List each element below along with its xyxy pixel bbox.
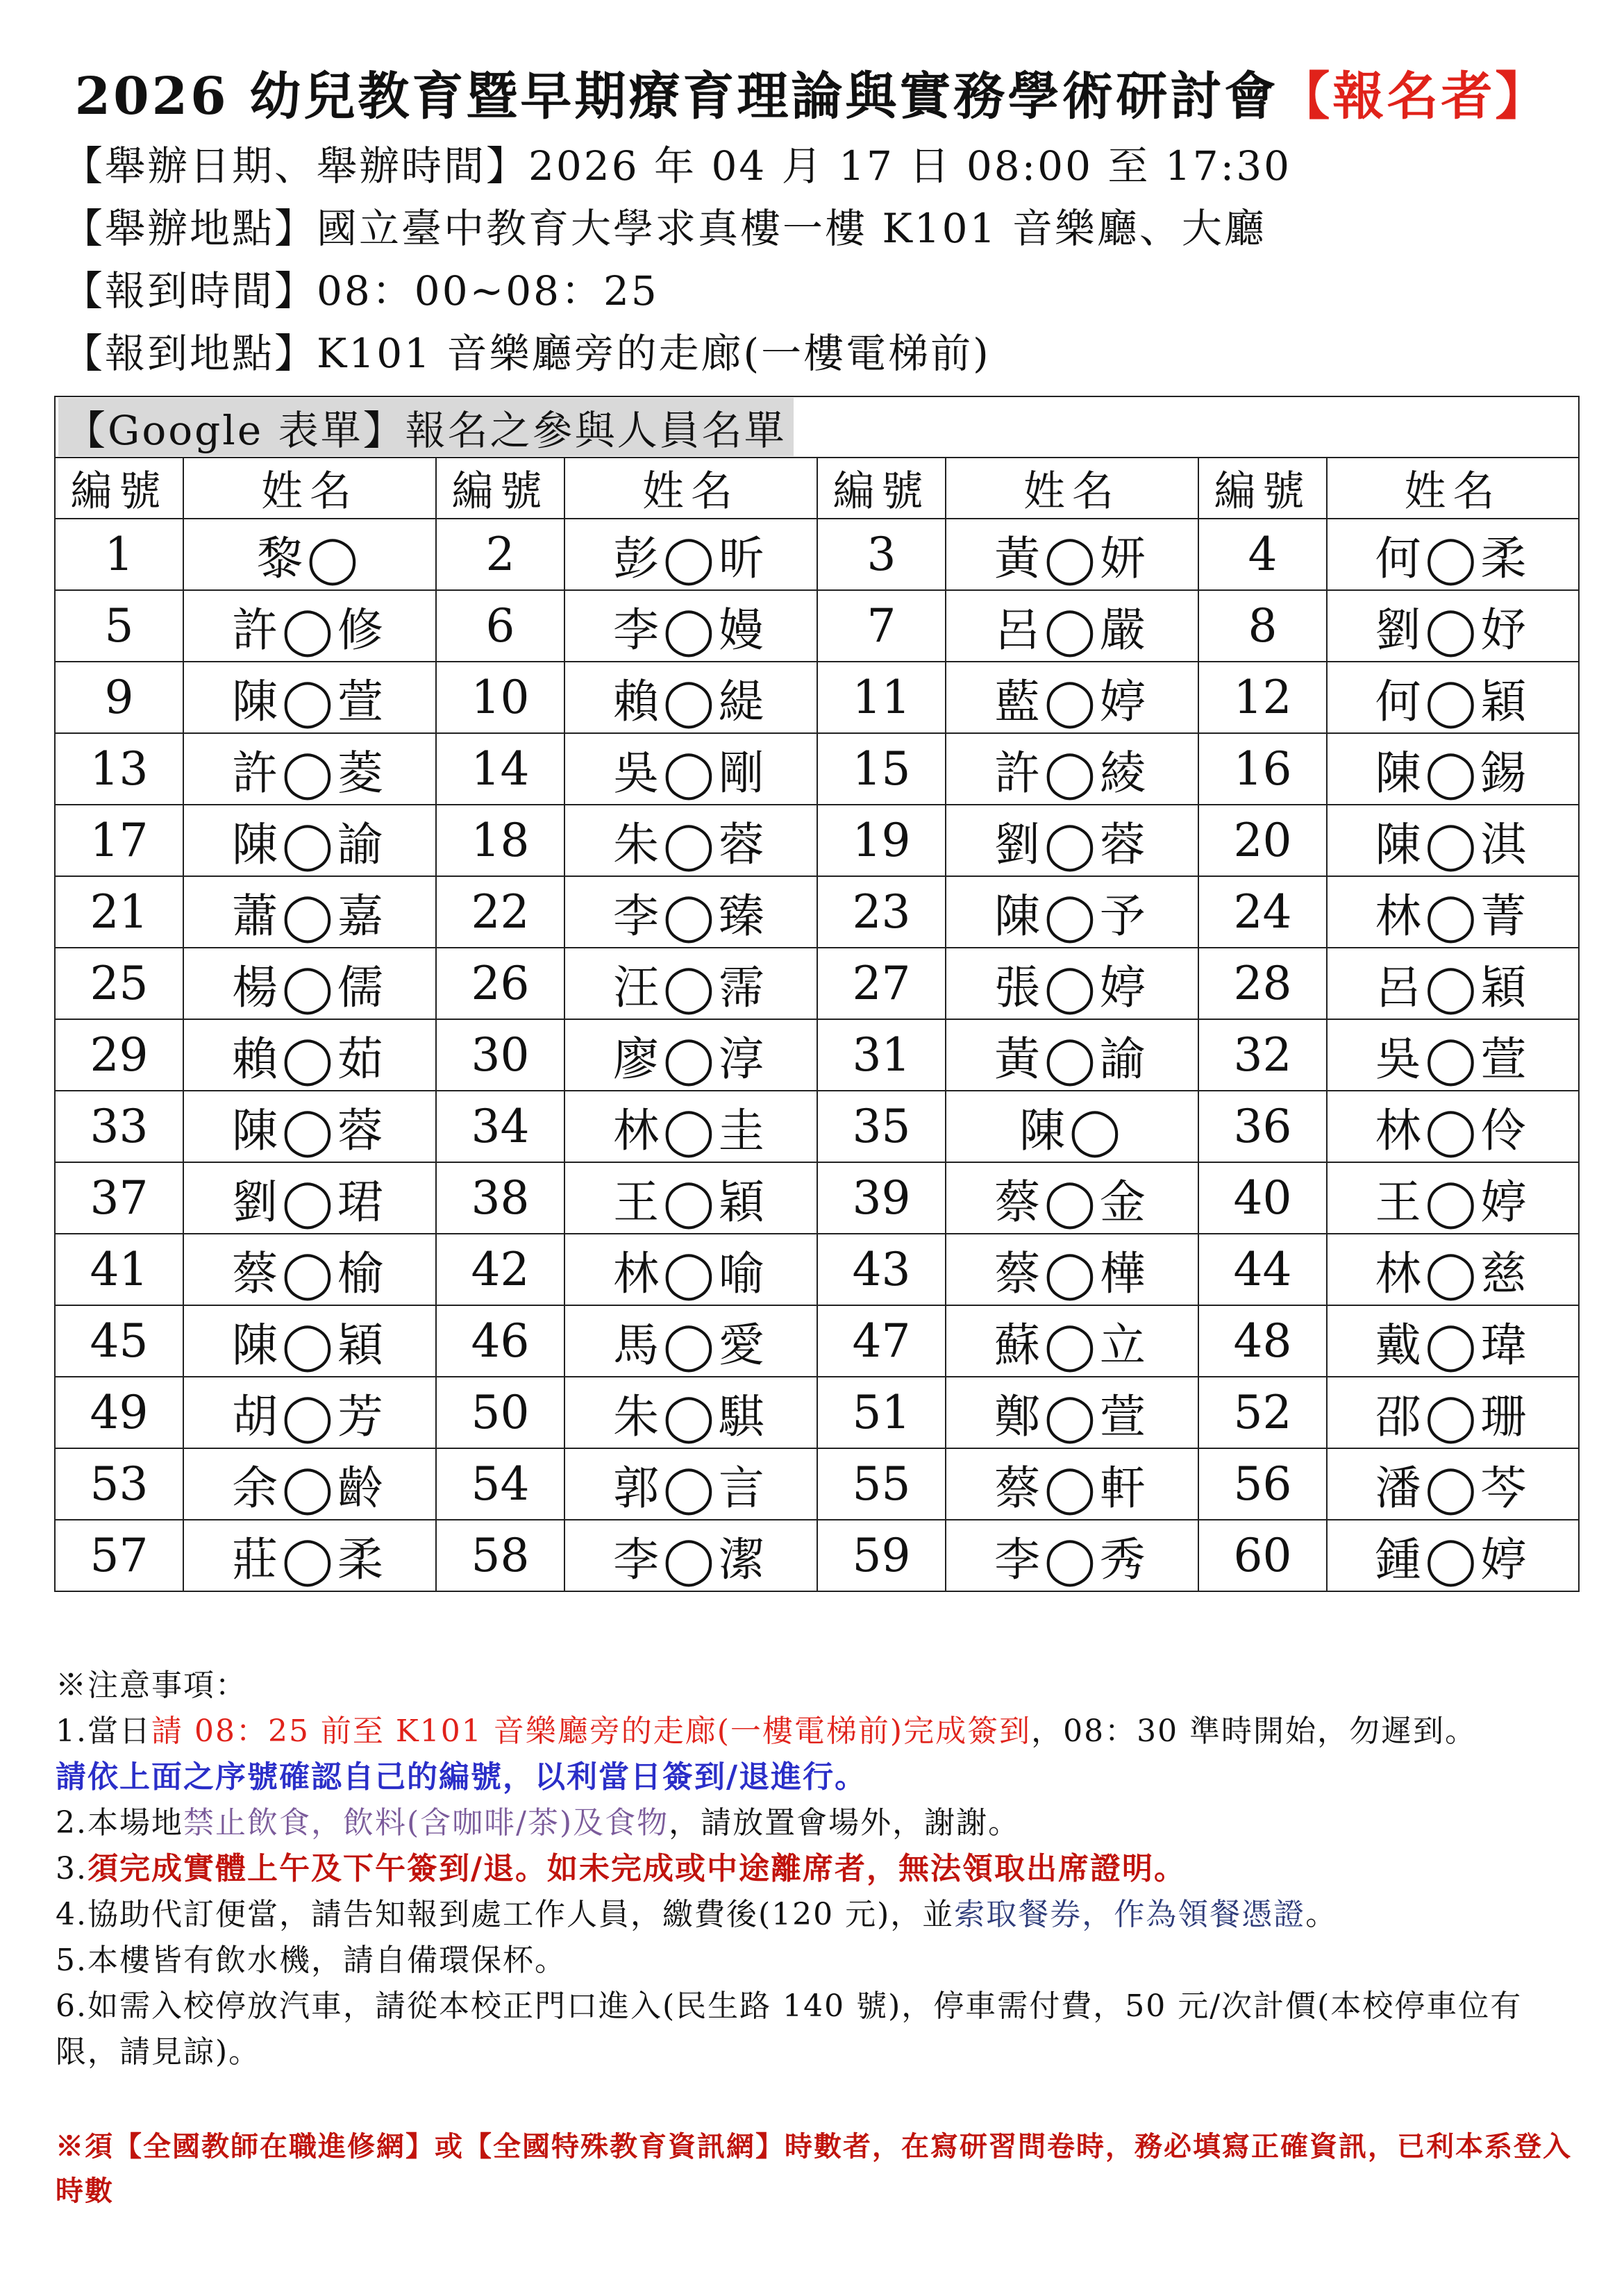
note-4-prefix: 4.協助代訂便當，請告知報到處工作人員，繳費後(120 元)，並 <box>56 1897 955 1932</box>
participant-number: 41 <box>55 1234 183 1305</box>
note-4-highlight: 索取餐券，作為領餐憑證 <box>954 1897 1306 1932</box>
participant-number: 20 <box>1198 805 1327 876</box>
participant-name: 李◯臻 <box>564 876 817 948</box>
participant-name: 郭◯言 <box>564 1448 817 1520</box>
info-date-time: 【舉辦日期、舉辦時間】2026 年 04 月 17 日 08:00 至 17:30 <box>62 142 1291 190</box>
note-1-highlight: 請 08：25 前至 K101 音樂廳旁的走廊(一樓電梯前)完成簽到 <box>151 1713 1032 1749</box>
participant-number: 40 <box>1198 1162 1327 1234</box>
participant-number: 49 <box>55 1377 183 1448</box>
participant-number: 21 <box>55 876 183 948</box>
participant-name: 邵◯珊 <box>1327 1377 1579 1448</box>
note-4-suffix: 。 <box>1305 1897 1338 1932</box>
participant-name: 蘇◯立 <box>946 1305 1198 1377</box>
participant-number: 39 <box>817 1162 946 1234</box>
participant-name: 黎◯ <box>183 519 436 590</box>
note-2-prefix: 2.本場地 <box>56 1805 183 1841</box>
participant-name: 李◯秀 <box>946 1520 1198 1591</box>
participant-name: 林◯慈 <box>1327 1234 1579 1305</box>
participant-name: 劉◯妤 <box>1327 590 1579 662</box>
table-caption-row <box>55 396 1579 458</box>
header-number: 編號 <box>817 458 946 519</box>
participant-name: 王◯穎 <box>564 1162 817 1234</box>
title-text: 2026 幼兒教育暨早期療育理論與實務學術研討會 <box>74 67 1279 126</box>
participant-name: 廖◯淳 <box>564 1019 817 1091</box>
header-name: 姓名 <box>183 458 436 519</box>
participant-number: 32 <box>1198 1019 1327 1091</box>
participant-number: 36 <box>1198 1091 1327 1162</box>
participant-number: 54 <box>436 1448 564 1520</box>
participant-name: 許◯修 <box>183 590 436 662</box>
participant-name: 莊◯柔 <box>183 1520 436 1591</box>
participant-number: 58 <box>436 1520 564 1591</box>
participant-number: 15 <box>817 733 946 805</box>
header-number: 編號 <box>55 458 183 519</box>
table-row <box>55 590 1579 662</box>
participant-number: 6 <box>436 590 564 662</box>
participant-name: 林◯菁 <box>1327 876 1579 948</box>
note-1-number-reminder: 請依上面之序號確認自己的編號，以利當日簽到/退進行。 <box>56 1759 867 1795</box>
participant-number: 9 <box>55 662 183 733</box>
participant-name: 汪◯霈 <box>564 948 817 1019</box>
participant-name: 潘◯芩 <box>1327 1448 1579 1520</box>
participant-name: 賴◯緹 <box>564 662 817 733</box>
table-row <box>55 1520 1579 1591</box>
table-row <box>55 1019 1579 1091</box>
participant-name: 劉◯蓉 <box>946 805 1198 876</box>
info-checkin-time: 【報到時間】08：00~08：25 <box>62 267 659 315</box>
participant-number: 44 <box>1198 1234 1327 1305</box>
participant-number: 23 <box>817 876 946 948</box>
participant-number: 17 <box>55 805 183 876</box>
participant-name: 何◯穎 <box>1327 662 1579 733</box>
note-1-suffix: ，08：30 準時開始，勿遲到。 <box>1031 1713 1477 1749</box>
note-2-highlight: 禁止飲食，飲料(含咖啡/茶)及食物 <box>183 1805 669 1841</box>
participant-name: 許◯菱 <box>183 733 436 805</box>
note-2 <box>56 1800 1576 1846</box>
participant-number: 57 <box>55 1520 183 1591</box>
participant-number: 45 <box>55 1305 183 1377</box>
participant-name: 張◯婷 <box>946 948 1198 1019</box>
participant-number: 28 <box>1198 948 1327 1019</box>
note-3 <box>56 1846 1576 1892</box>
table-row <box>55 876 1579 948</box>
participant-number: 10 <box>436 662 564 733</box>
participant-number: 11 <box>817 662 946 733</box>
participant-name: 蔡◯樺 <box>946 1234 1198 1305</box>
participant-number: 34 <box>436 1091 564 1162</box>
note-1 <box>56 1709 1576 1754</box>
participant-number: 35 <box>817 1091 946 1162</box>
table-row <box>55 662 1579 733</box>
note-5: 5.本樓皆有飲水機，請自備環保杯。 <box>56 1943 567 1978</box>
participant-name: 朱◯蓉 <box>564 805 817 876</box>
participant-name: 黃◯諭 <box>946 1019 1198 1091</box>
participant-name: 朱◯騏 <box>564 1377 817 1448</box>
participant-name: 林◯圭 <box>564 1091 817 1162</box>
info-checkin-location: 【報到地點】K101 音樂廳旁的走廊(一樓電梯前) <box>62 330 991 377</box>
info-venue: 【舉辦地點】國立臺中教育大學求真樓一樓 K101 音樂廳、大廳 <box>62 205 1266 252</box>
table-row <box>55 948 1579 1019</box>
participant-number: 2 <box>436 519 564 590</box>
participant-name: 彭◯昕 <box>564 519 817 590</box>
participant-number: 33 <box>55 1091 183 1162</box>
table-row <box>55 519 1579 590</box>
participant-number: 53 <box>55 1448 183 1520</box>
participant-name: 鄭◯萱 <box>946 1377 1198 1448</box>
header-number: 編號 <box>1198 458 1327 519</box>
footer-notice: ※須【全國教師在職進修網】或【全國特殊教育資訊網】時數者，在寫研習問卷時，務必填寫正確資訊，已利本系登入時數 <box>56 2130 1572 2207</box>
participant-name: 陳◯蓉 <box>183 1091 436 1162</box>
participant-name: 李◯潔 <box>564 1520 817 1591</box>
note-6: 6.如需入校停放汽車，請從本校正門口進入(民生路 140 號)，停車需付費，50 元/次計價(本校停車位有限，請見諒)。 <box>56 1988 1523 2070</box>
participant-name: 陳◯錫 <box>1327 733 1579 805</box>
participant-name: 戴◯瑋 <box>1327 1305 1579 1377</box>
participant-number: 8 <box>1198 590 1327 662</box>
table-row <box>55 1091 1579 1162</box>
participant-name: 黃◯妍 <box>946 519 1198 590</box>
participant-number: 25 <box>55 948 183 1019</box>
participant-number: 30 <box>436 1019 564 1091</box>
participant-number: 48 <box>1198 1305 1327 1377</box>
participant-number: 51 <box>817 1377 946 1448</box>
participant-number: 38 <box>436 1162 564 1234</box>
participant-number: 27 <box>817 948 946 1019</box>
header-name: 姓名 <box>946 458 1198 519</box>
participant-name: 呂◯穎 <box>1327 948 1579 1019</box>
table-row <box>55 1448 1579 1520</box>
table-row <box>55 1305 1579 1377</box>
notes-section <box>56 1663 1576 2075</box>
header-name: 姓名 <box>564 458 817 519</box>
participant-number: 18 <box>436 805 564 876</box>
participant-name: 蔡◯榆 <box>183 1234 436 1305</box>
note-2-suffix: ，請放置會場外，謝謝。 <box>669 1805 1021 1841</box>
participant-name: 陳◯萱 <box>183 662 436 733</box>
participant-number: 31 <box>817 1019 946 1091</box>
participant-number: 42 <box>436 1234 564 1305</box>
participant-name: 蔡◯金 <box>946 1162 1198 1234</box>
participant-number: 1 <box>55 519 183 590</box>
table-row <box>55 1234 1579 1305</box>
participant-name: 呂◯嚴 <box>946 590 1198 662</box>
participant-number: 60 <box>1198 1520 1327 1591</box>
participant-number: 3 <box>817 519 946 590</box>
participant-number: 16 <box>1198 733 1327 805</box>
table-row <box>55 733 1579 805</box>
participant-number: 19 <box>817 805 946 876</box>
participant-name: 蔡◯軒 <box>946 1448 1198 1520</box>
table-caption-cell <box>55 396 1579 458</box>
participant-name: 陳◯淇 <box>1327 805 1579 876</box>
participant-number: 56 <box>1198 1448 1327 1520</box>
table-row <box>55 1162 1579 1234</box>
participant-number: 55 <box>817 1448 946 1520</box>
note-3-highlight: 須完成實體上午及下午簽到/退。如未完成或中途離席者，無法領取出席證明。 <box>87 1851 1187 1886</box>
participant-name: 賴◯茹 <box>183 1019 436 1091</box>
table-row <box>55 1377 1579 1448</box>
participant-number: 22 <box>436 876 564 948</box>
participant-name: 陳◯ <box>946 1091 1198 1162</box>
participant-number: 24 <box>1198 876 1327 948</box>
participant-number: 4 <box>1198 519 1327 590</box>
participant-number: 26 <box>436 948 564 1019</box>
participant-name: 吳◯剛 <box>564 733 817 805</box>
participant-name: 蕭◯嘉 <box>183 876 436 948</box>
participant-number: 46 <box>436 1305 564 1377</box>
participant-name: 許◯綾 <box>946 733 1198 805</box>
participant-name: 陳◯予 <box>946 876 1198 948</box>
participant-name: 李◯嫚 <box>564 590 817 662</box>
participant-number: 37 <box>55 1162 183 1234</box>
participant-number: 47 <box>817 1305 946 1377</box>
note-3-prefix: 3. <box>56 1851 87 1886</box>
participant-name: 胡◯芳 <box>183 1377 436 1448</box>
participant-name: 陳◯穎 <box>183 1305 436 1377</box>
header-number: 編號 <box>436 458 564 519</box>
table-row <box>55 805 1579 876</box>
header-name: 姓名 <box>1327 458 1579 519</box>
participant-number: 50 <box>436 1377 564 1448</box>
participant-number: 14 <box>436 733 564 805</box>
note-4 <box>56 1892 1576 1938</box>
participant-name: 余◯齡 <box>183 1448 436 1520</box>
participant-number: 59 <box>817 1520 946 1591</box>
participant-name: 林◯喻 <box>564 1234 817 1305</box>
participant-name: 陳◯諭 <box>183 805 436 876</box>
participant-number: 7 <box>817 590 946 662</box>
participant-number: 12 <box>1198 662 1327 733</box>
table-header-row <box>55 458 1579 519</box>
participant-name: 鍾◯婷 <box>1327 1520 1579 1591</box>
participant-number: 13 <box>55 733 183 805</box>
notes-heading: ※注意事項： <box>56 1668 247 1703</box>
note-1-prefix: 1.當日 <box>56 1713 151 1749</box>
participant-number: 52 <box>1198 1377 1327 1448</box>
title-tag: 【報名者】 <box>1278 67 1550 126</box>
participant-number: 29 <box>55 1019 183 1091</box>
participant-number: 5 <box>55 590 183 662</box>
participant-number: 43 <box>817 1234 946 1305</box>
table-caption: 【Google 表單】報名之參與人員名單 <box>58 398 794 456</box>
participant-name: 何◯柔 <box>1327 519 1579 590</box>
participant-name: 馬◯愛 <box>564 1305 817 1377</box>
participant-name: 吳◯萱 <box>1327 1019 1579 1091</box>
participant-name: 林◯伶 <box>1327 1091 1579 1162</box>
participant-name: 劉◯珺 <box>183 1162 436 1234</box>
participant-name: 楊◯儒 <box>183 948 436 1019</box>
participant-name: 藍◯婷 <box>946 662 1198 733</box>
participant-table <box>54 396 1580 1592</box>
participant-name: 王◯婷 <box>1327 1162 1579 1234</box>
page-title <box>0 56 1624 129</box>
